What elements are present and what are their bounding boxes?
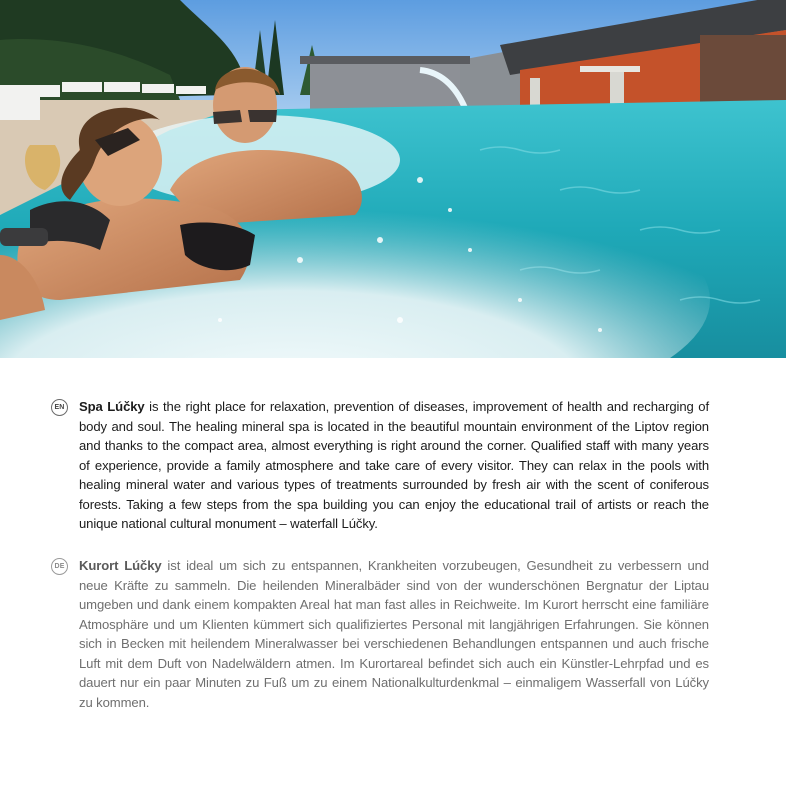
german-section — [51, 556, 711, 712]
english-paragraph — [79, 397, 709, 534]
english-body: is the right place for relaxation, prevention of diseases, improvement of health and recharging of body and soul. The healing mineral spa is located in the beautiful mountain environment of the Liptov region and thanks to the compact area, almost everything is right around the corner. Qualified staff with many years of experience, provide a family atmosphere and take care of every visitor. They can relax in the pools with healing mineral water and various types of treatments surrounded by fresh air with the scent of coniferous forests. Taking a few steps from the spa building you can enjoy the educational trail of artists or reach the unique national cultural monument – waterfall Lúčky. — [79, 399, 709, 531]
language-badge-de: DE — [51, 558, 68, 575]
language-badge-en: EN — [51, 399, 68, 416]
spa-photo — [0, 0, 786, 358]
spa-photo-illustration — [0, 0, 786, 358]
english-lead: Spa Lúčky — [79, 399, 145, 414]
german-body: ist ideal um sich zu entspannen, Krankheiten vorzubeugen, Gesundheit zu verbessern und neue Kräfte zu sammeln. Die heilenden Mineralbäder sind von der wunderschönen Bergnatur der Liptau umgeben und dank einem kompakten Areal hat man fast alles in Reichweite. Im Kurort herrscht eine familiäre Atmosphäre und um Klienten kümmert sich qualifiziertes Personal mit langjährigen Erfahrungen. Sie können sich in Becken mit heilendem Mineralwasser bei verschiedenen Behandlungen entspannen und auch frische Luft mit dem Duft von Nadelwäldern atmen. Im Kurortareal befindet sich auch ein Künstler-Lehrpfad und es dauert nur ein paar Minuten zu Fuß um zu einem Nationalkulturdenkmal – einmaligem Wasserfall von Lúčky zu kommen. — [79, 558, 709, 710]
german-paragraph — [79, 556, 709, 712]
english-section — [51, 397, 711, 534]
german-lead: Kurort Lúčky — [79, 558, 162, 573]
